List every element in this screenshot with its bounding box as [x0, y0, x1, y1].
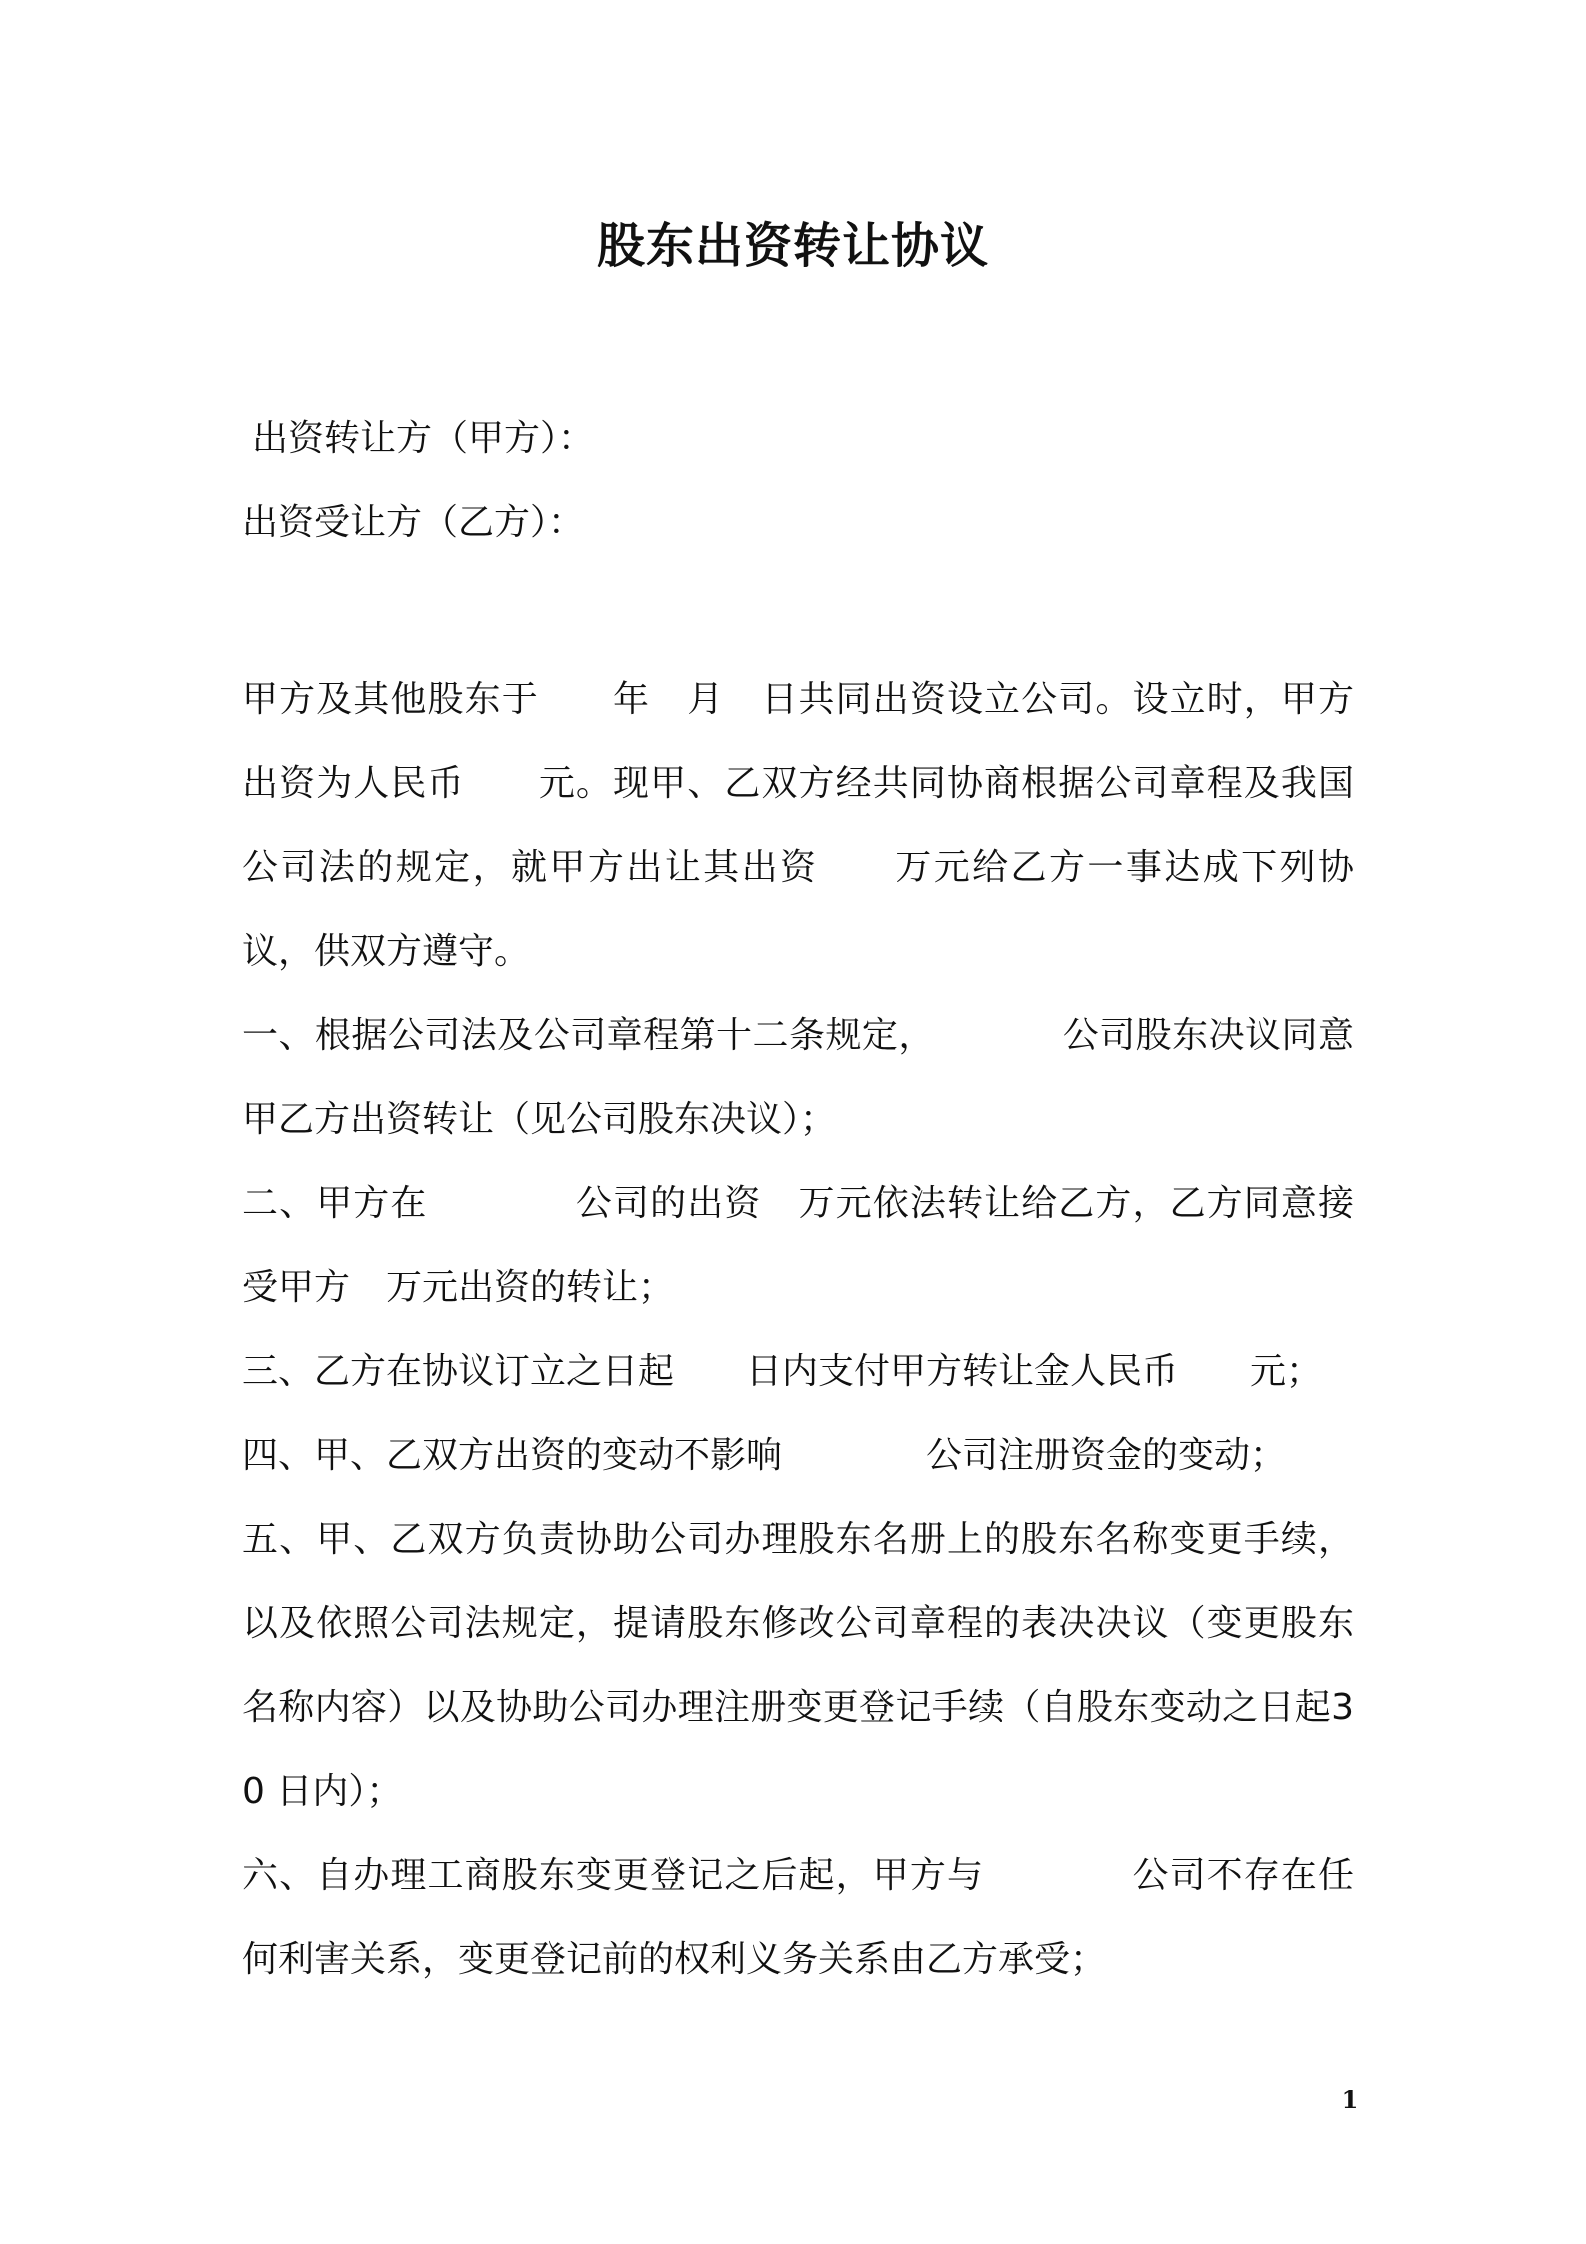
clause-2: 二、甲方在 公司的出资 万元依法转让给乙方，乙方同意接受甲方 万元出资的转让；: [242, 1183, 1354, 1308]
clause-6: 六、自办理工商股东变更登记之后起，甲方与 公司不存在任何利害关系，变更登记前的权利义务关系由乙方承受；: [242, 1855, 1354, 1980]
page-number: 1: [1341, 2085, 1359, 2114]
clause-3: 三、乙方在协议订立之日起 日内支付甲方转让金人民币 元；: [242, 1351, 1323, 1392]
transferor-line: 出资转让方（甲方）：: [252, 418, 595, 459]
agreement-body: [242, 658, 1354, 2002]
document-title: 股东出资转让协议: [596, 218, 989, 274]
clause-1: 一、根据公司法及公司章程第十二条规定， 公司股东决议同意甲乙方出资转让（见公司股东决议）；: [242, 1015, 1354, 1140]
transferee-line: 出资受让方（乙方）：: [242, 502, 585, 543]
clause-5: 五、甲、乙双方负责协助公司办理股东名册上的股东名称变更手续，以及依照公司法规定，提请股东修改公司章程的表决决议（变更股东名称内容）以及协助公司办理注册变更登记手续（自股东变动之日起30 日内）；: [242, 1519, 1354, 1812]
intro-paragraph: 甲方及其他股东于 年 月 日共同出资设立公司。设立时，甲方出资为人民币 元。现甲、乙双方经共同协商根据公司章程及我国公司法的规定，就甲方出让其出资 万元给乙方一事达成下列协议，供双方遵守。: [242, 679, 1354, 972]
clause-4: 四、甲、乙双方出资的变动不影响 公司注册资金的变动；: [242, 1435, 1287, 1476]
